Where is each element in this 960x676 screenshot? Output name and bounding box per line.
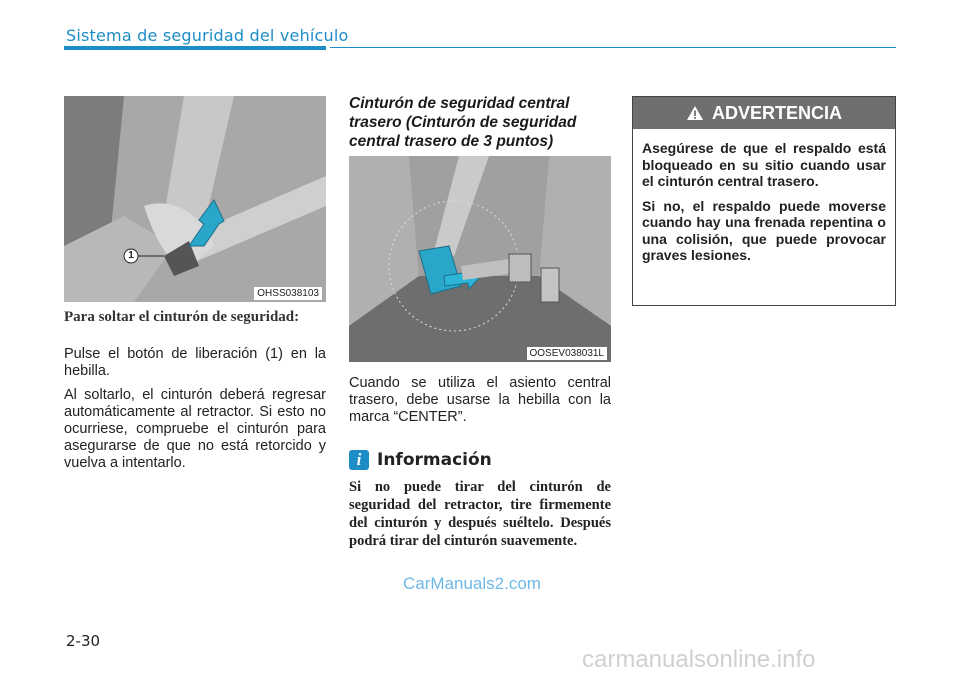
callout-number: 1 <box>128 250 134 261</box>
warning-text-1: Asegúrese de que el respaldo está bloqueado en su sitio cuando usar el cinturón central trasero. <box>642 140 886 189</box>
watermark-carmanuals2[interactable]: CarManuals2.com <box>403 574 541 593</box>
release-heading: Para soltar el cinturón de seguridad: <box>64 309 300 325</box>
page-number: 2-30 <box>66 632 101 650</box>
release-note-text: Al soltarlo, el cinturón deberá regresar automáticamente al retractor. Si esto no ocurriese, compruebe el cinturón para asegurarse de que no está retorcido y vuelva a intentarlo. <box>64 387 326 471</box>
warning-header <box>633 97 895 129</box>
section-title: Sistema de seguridad del vehículo <box>66 26 349 45</box>
center-belt-text: Cuando se utiliza el asiento central trasero, debe usarse la hebilla con la marca “CENTER”. <box>349 375 611 425</box>
info-title: Información <box>377 450 492 470</box>
seatbelt-release-illustration <box>64 96 326 302</box>
header-rule-thick <box>64 46 326 50</box>
center-belt-heading: Cinturón de seguridad central trasero (Cinturón de seguridad central trasero de 3 puntos) <box>349 95 577 150</box>
figure-seatbelt-release <box>64 96 326 302</box>
info-text: Si no puede tirar del cinturón de seguridad del retractor, tire firmemente del cinturón y después suéltelo. Después podrá tirar del cinturón suavemente. <box>349 479 611 549</box>
warning-triangle-icon <box>686 105 704 121</box>
figure-code: OOSEV038031L <box>527 347 608 360</box>
warning-box <box>632 96 896 306</box>
warning-text-2: Si no, el respaldo puede moverse cuando hay una frenada repentina o una colisión, que puede provocar graves lesiones. <box>642 197 886 263</box>
warning-title: ADVERTENCIA <box>711 102 842 123</box>
figure-center-belt <box>349 156 611 362</box>
watermark-carmanualsonline: carmanualsonline.info <box>582 646 816 673</box>
info-icon: i <box>349 450 369 470</box>
header-rule-thin <box>330 47 896 48</box>
release-step-text: Pulse el botón de liberación (1) en la hebilla. <box>64 346 326 379</box>
figure-code: OHSS038103 <box>254 287 322 300</box>
center-belt-illustration <box>349 156 611 362</box>
